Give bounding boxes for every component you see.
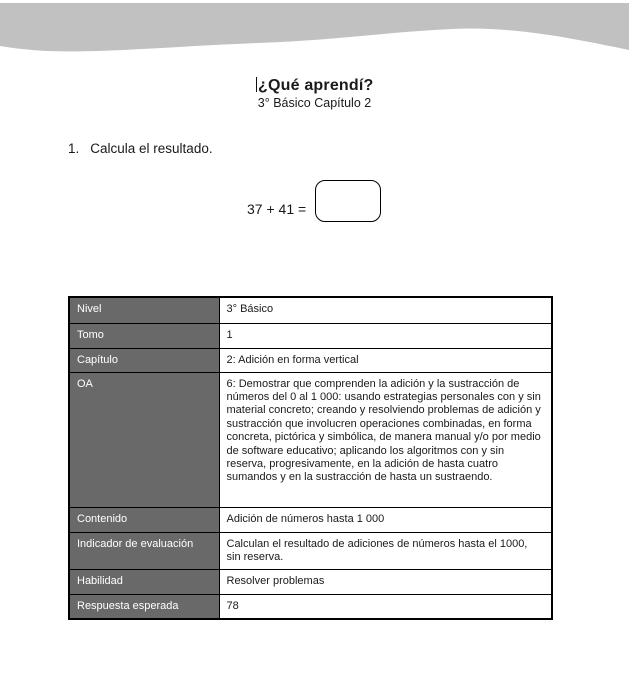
table-row (69, 594, 552, 619)
table-row-value: 6: Demostrar que comprenden la adición y la sustracción de números del 0 al 1 000: usando estrategias personales con y sin material concreto; creando y resolviendo problemas de adición y sustracción que involucren operaciones combinadas, en forma concreta, pictórica y simbólica, de manera manual y/o por medio de software educativo; aplicando los algoritmos con y sin reserva, progresivamente, en la adición de hasta cuatro sumandos y en la sustracción de hasta un sustraendo. (219, 372, 552, 507)
table-row-label: OA (69, 372, 219, 507)
table-row-label: Habilidad (69, 569, 219, 594)
table-row-value: 3° Básico (219, 297, 552, 323)
table-row (69, 372, 552, 507)
table-row-value: 1 (219, 323, 552, 348)
page-title-text: ¿Qué aprendí? (258, 77, 374, 94)
exercise-instruction: Calcula el resultado. (90, 141, 213, 156)
table-row-label: Tomo (69, 323, 219, 348)
table-row-label: Nivel (69, 297, 219, 323)
page-subtitle: 3° Básico Capítulo 2 (257, 96, 372, 110)
table-row (69, 297, 552, 323)
table-row-label: Capítulo (69, 348, 219, 372)
exercise-number: 1. (68, 141, 80, 156)
table-row (69, 532, 552, 569)
page-title (0, 76, 629, 95)
table-row (69, 348, 552, 372)
table-row-value: 78 (219, 594, 552, 619)
table-row (69, 507, 552, 532)
table-row-value: Resolver problemas (219, 569, 552, 594)
text-cursor (256, 77, 258, 92)
table-row-label: Respuesta esperada (69, 594, 219, 619)
table-row-value: 2: Adición en forma vertical (219, 348, 552, 372)
table-row-value: Adición de números hasta 1 000 (219, 507, 552, 532)
table-row-label: Indicador de evaluación (69, 532, 219, 569)
table-row (69, 323, 552, 348)
header-wave-graphic (0, 0, 629, 60)
info-table-body (69, 297, 552, 619)
table-row-label: Contenido (69, 507, 219, 532)
table-row-value: Calculan el resultado de adiciones de números hasta el 1000, sin reserva. (219, 532, 552, 569)
info-table (68, 296, 553, 620)
header-block (0, 76, 629, 111)
equation-text: 37 + 41 = (247, 201, 307, 217)
answer-box[interactable] (315, 180, 381, 222)
table-row (69, 569, 552, 594)
exercise-1 (68, 140, 213, 157)
